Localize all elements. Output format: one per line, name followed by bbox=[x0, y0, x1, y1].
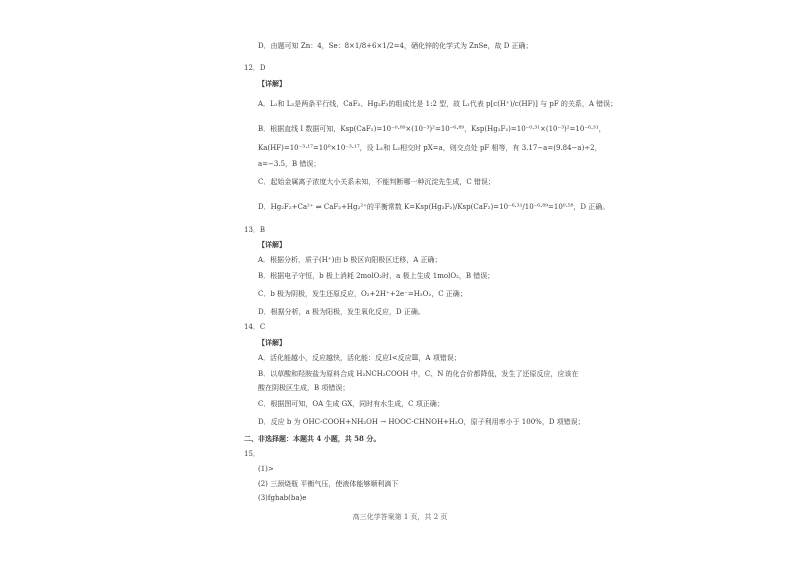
line-12c: C．起始金属离子浓度大小关系未知，不能判断哪一种沉淀先生成，C 错误； bbox=[258, 178, 495, 186]
answer-13: 13．B bbox=[244, 226, 266, 234]
line-15-3: (3)fghab(ba)e bbox=[258, 494, 307, 502]
answer-14: 14．C bbox=[244, 323, 266, 331]
answer-12: 12．D bbox=[244, 64, 266, 72]
heading-xiangjie-14: 【详解】 bbox=[258, 338, 286, 347]
line-14b-1: B．以草酸和羟胺盐为原料合成 H₂NCH₂COOH 中，C、N 的化合价都降低，发生了还原反应，应该在 bbox=[258, 370, 579, 378]
line-12b-1: B．根据直线 I 数据可知，Ksp(CaF₂)=10⁻⁰·⁸⁹×(10⁻³)²=10⁻⁶·⁸⁹，Ksp(Hg₂F₂)=10⁻⁰·³¹×(10⁻³)²=10⁻⁶·³¹， bbox=[258, 125, 606, 133]
line-12b-2: Ka(HF)=10⁻³·¹⁷=10⁰×10⁻³·¹⁷，设 L₁和 L₂相交时 pX=a，则交点处 pF 相等，有 3.17−a=(9.84−a)÷2， bbox=[258, 144, 602, 152]
line-14b-2: 酸在阴极区生成，B 项错误； bbox=[258, 384, 350, 392]
heading-xiangjie-12: 【详解】 bbox=[258, 79, 286, 88]
section-heading-2: 二、非选择题：本题共 4 小题，共 58 分。 bbox=[244, 434, 381, 443]
line-13a: A．根据分析，质子(H⁺)由 b 极区向阳极区迁移，A 正确； bbox=[258, 256, 442, 264]
line-15-2: (2) 三颈烧瓶 平衡气压，使液体能够顺利滴下 bbox=[258, 480, 399, 488]
line-12b-3: a=−3.5，B 错误； bbox=[258, 160, 321, 168]
page-footer: 高三化学答案第 1 页，共 2 页 bbox=[352, 513, 448, 521]
line-13d: D．根据分析，a 极为阳极，发生氧化反应，D 正确。 bbox=[258, 308, 425, 316]
line-14a: A．活化能越小，反应越快，活化能：反应Ⅰ<反应Ⅲ，A 项错误； bbox=[258, 354, 461, 362]
heading-xiangjie-13: 【详解】 bbox=[258, 240, 286, 249]
line-15-1: (1)> bbox=[258, 465, 274, 473]
line-13b: B．根据电子守恒，b 极上消耗 2molO₂时，a 极上生成 1molO₂，B 错误； bbox=[258, 272, 495, 280]
line-14c: C．根据图可知，OA 生成 GX，同时有水生成，C 项正确； bbox=[258, 400, 444, 408]
line-12a: A．L₁和 L₂是两条平行线，CaF₂、Hg₂F₂的组成比是 1:2 型，故 L₁代表 p[c(H⁺)/c(HF)] 与 pF 的关系，A 错误； bbox=[258, 100, 618, 108]
line-12d: D．Hg₂F₂+Ca²⁺ ⇌ CaF₂+Hg₂²⁺的平衡常数 K=Ksp(Hg₂F₂)/Ksp(CaF₂)=10⁻⁶·³¹/10⁻⁶·⁸⁹=10⁰·⁵⁸，D 正确。 bbox=[258, 203, 610, 211]
line-11d: D．由题可知 Zn：4，Se：8×1/8+6×1/2=4，硒化锌的化学式为 ZnSe，故 D 正确； bbox=[258, 42, 533, 50]
answer-15: 15． bbox=[244, 450, 260, 458]
line-13c: C．b 极为阴极，发生还原反应，O₂+2H⁺+2e⁻=H₂O₂，C 正确； bbox=[258, 290, 467, 298]
line-14d: D．反应 b 为 OHC-COOH+NH₂OH → HOOC-CHNOH+H₂O，原子利用率小于 100%，D 项错误； bbox=[258, 418, 585, 426]
